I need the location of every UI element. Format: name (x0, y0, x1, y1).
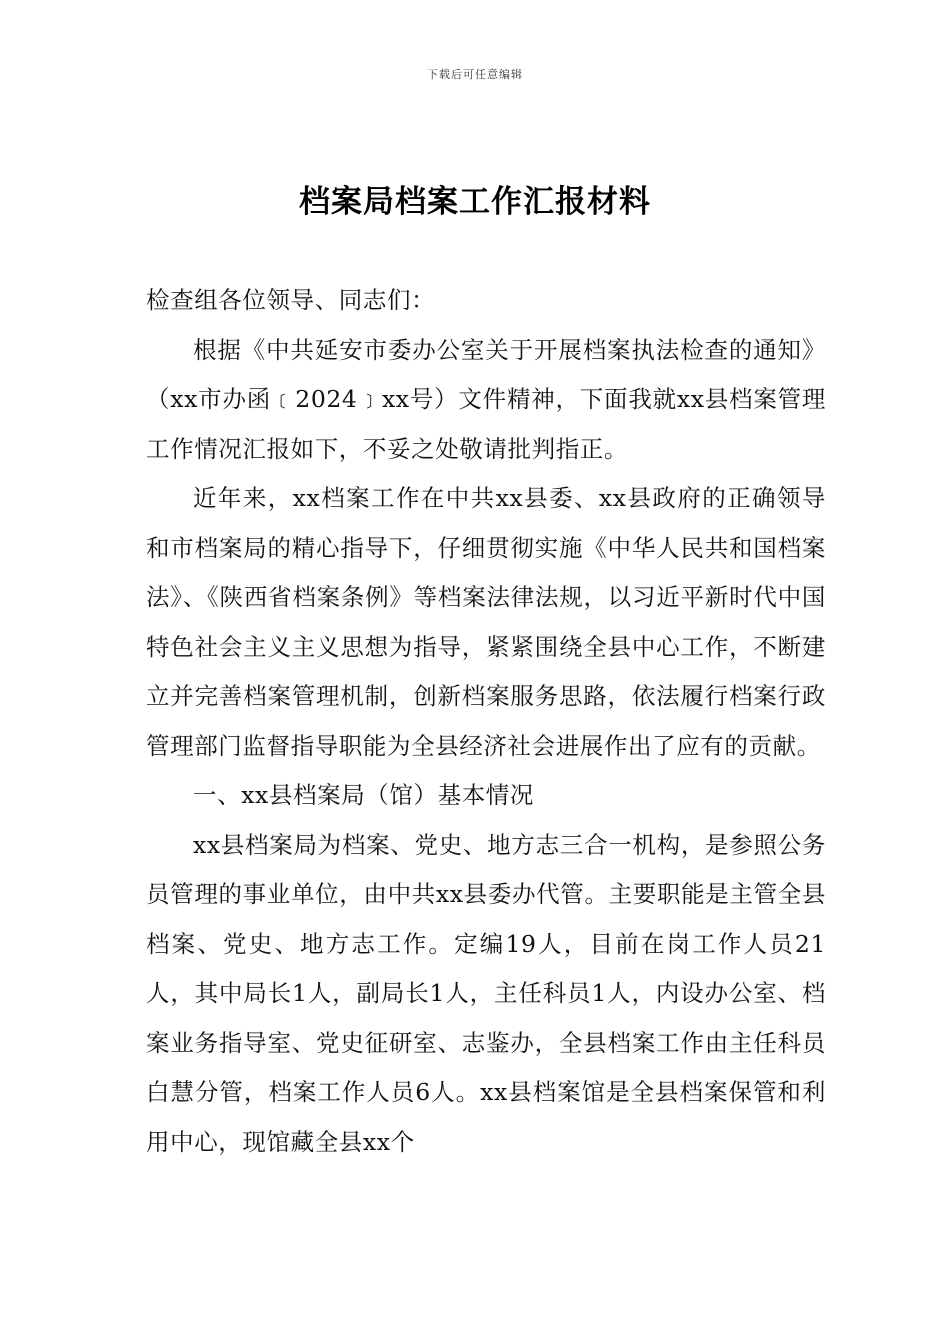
paragraph-notice-reference: 根据《中共延安市委办公室关于开展档案执法检查的通知》（xx市办函﹝2024﹞xx号）文件精神，下面我就xx县档案管理工作情况汇报如下，不妥之处敬请批判指正。 (146, 335, 826, 463)
page-header-note: 下载后可任意编辑 (427, 68, 523, 81)
document-title: 档案局档案工作汇报材料 (299, 184, 651, 220)
paragraph-basic-info: xx县档案局为档案、党史、地方志三合一机构，是参照公务员管理的事业单位，由中共xx县委办代管。主要职能是主管全县档案、党史、地方志工作。定编19人，目前在岗工作人员21人，其中局长1人，副局长1人，主任科员1人，内设办公室、档案业务指导室、党史征研室、志鉴办，全县档案工作由主任科员白慧分管，档案工作人员6人。xx县档案馆是全县档案保管和利用中心，现馆藏全县xx个 (146, 830, 826, 1156)
salutation: 检查组各位领导、同志们： (146, 286, 436, 314)
paragraph-overview: 近年来，xx档案工作在中共xx县委、xx县政府的正确领导和市档案局的精心指导下，仔细贯彻实施《中华人民共和国档案法》、《陕西省档案条例》等档案法律法规，以习近平新时代中国特色社会主义主义思想为指导，紧紧围绕全县中心工作，不断建立并完善档案管理机制，创新档案服务思路，依法履行档案行政管理部门监督指导职能为全县经济社会进展作出了应有的贡献。 (146, 484, 826, 760)
section-heading-basic-info: 一、xx县档案局（馆）基本情况 (193, 781, 535, 809)
document-body (146, 276, 826, 1167)
